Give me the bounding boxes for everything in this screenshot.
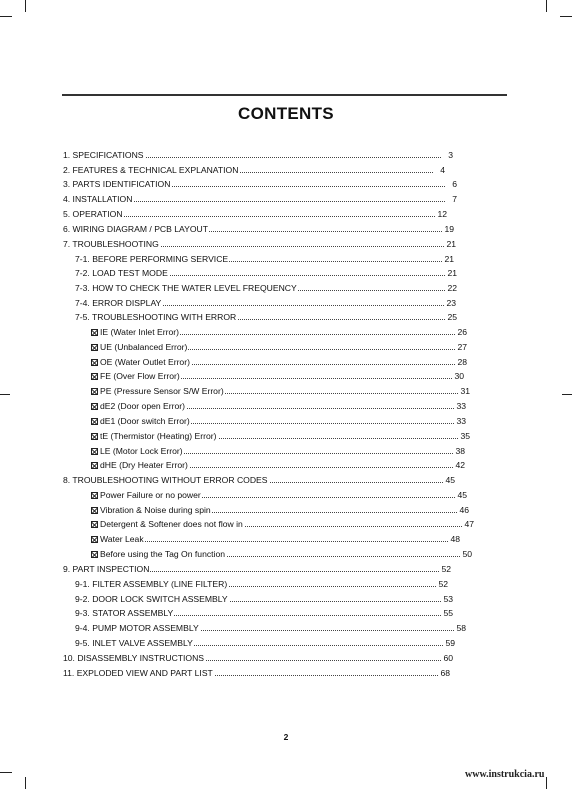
toc-entry-page: 31 — [460, 386, 470, 396]
toc-entry-page: 52 — [438, 579, 448, 589]
toc-entry-label: 3. PARTS IDENTIFICATION — [63, 179, 171, 189]
crop-mark — [25, 0, 26, 12]
toc-entry-label: 7-3. HOW TO CHECK THE WATER LEVEL FREQUENCY — [75, 283, 297, 293]
checkbox-x-icon — [91, 551, 98, 558]
checkbox-x-icon — [91, 359, 98, 366]
toc-entry-page: 55 — [443, 608, 453, 618]
toc-entry-label: 9. PART INSPECTION — [63, 564, 150, 574]
toc-entry-page: 45 — [445, 475, 455, 485]
toc-entry-label: 7-1. BEFORE PERFORMING SERVICE — [75, 254, 229, 264]
toc-entry-page: 46 — [459, 505, 469, 515]
toc-entry-label: dHE (Dry Heater Error) — [100, 460, 188, 470]
toc-entry-label: 1. SPECIFICATIONS — [63, 150, 144, 160]
toc-entry-page: 7 — [452, 194, 457, 204]
crop-mark — [0, 16, 12, 17]
watermark: www.instrukcia.ru — [465, 769, 545, 780]
toc-entry-page: 53 — [443, 594, 453, 604]
toc-entry-label: 9-3. STATOR ASSEMBLY — [75, 608, 174, 618]
checkbox-x-icon — [91, 403, 98, 410]
toc-entry-page: 33 — [456, 416, 466, 426]
toc-entry-page: 23 — [446, 298, 456, 308]
toc-entry-label: Vibration & Noise during spin — [100, 505, 211, 515]
toc-entry-page: 22 — [447, 283, 457, 293]
toc-entry-label: 9-2. DOOR LOCK SWITCH ASSEMBLY — [75, 594, 228, 604]
checkbox-x-icon — [91, 448, 98, 455]
toc-entry-page: 30 — [454, 371, 464, 381]
toc-entry-page: 52 — [441, 564, 451, 574]
toc-entry-label: 9-1. FILTER ASSEMBLY (LINE FILTER) — [75, 579, 228, 589]
toc-entry-label: UE (Unbalanced Error) — [100, 342, 188, 352]
checkbox-x-icon — [91, 433, 98, 440]
toc-entry-page: 38 — [455, 446, 465, 456]
toc-entry-page: 47 — [464, 519, 474, 529]
toc-entry-page: 45 — [457, 490, 467, 500]
checkbox-x-icon — [91, 462, 98, 469]
checkbox-x-icon — [91, 492, 98, 499]
toc-entry-page: 12 — [437, 209, 447, 219]
toc-entry-label: 7-5. TROUBLESHOOTING WITH ERROR — [75, 312, 237, 322]
toc-entry-page: 33 — [456, 401, 466, 411]
toc-entry-page: 59 — [445, 638, 455, 648]
toc-entry-label: Before using the Tag On function — [100, 549, 226, 559]
toc-entry-label: 9-4. PUMP MOTOR ASSEMBLY — [75, 623, 199, 633]
toc-entry-page: 58 — [456, 623, 466, 633]
toc-entry-label: IE (Water Inlet Error) — [100, 327, 179, 337]
toc-entry-page: 42 — [455, 460, 465, 470]
crop-mark — [25, 777, 26, 789]
toc-entry-page: 26 — [457, 327, 467, 337]
toc-entry-label: FE (Over Flow Error) — [100, 371, 180, 381]
toc-entry-page: 60 — [443, 653, 453, 663]
toc-entry-label: 7. TROUBLESHOOTING — [63, 239, 159, 249]
toc-entry-page: 19 — [444, 224, 454, 234]
crop-mark — [546, 777, 547, 789]
crop-mark — [0, 772, 12, 773]
checkbox-x-icon — [91, 507, 98, 514]
toc-entry-label: Detergent & Softener does not flow in — [100, 519, 243, 529]
toc-entry-page: 35 — [460, 431, 470, 441]
checkbox-x-icon — [91, 521, 98, 528]
toc-entry-label: 9-5. INLET VALVE ASSEMBLY — [75, 638, 193, 648]
toc-entry-page: 3 — [448, 150, 453, 160]
page-title: CONTENTS — [238, 104, 334, 123]
toc-entry-page: 6 — [452, 179, 457, 189]
toc-entry-page: 68 — [440, 668, 450, 678]
toc-entry-page: 48 — [450, 534, 460, 544]
toc-entry-label: Water Leak — [100, 534, 144, 544]
crop-mark — [560, 16, 572, 17]
toc-entry-label: 4. INSTALLATION — [63, 194, 133, 204]
toc-entry-label: Power Failure or no power — [100, 490, 201, 500]
checkbox-x-icon — [91, 536, 98, 543]
checkbox-x-icon — [91, 329, 98, 336]
toc-entry-label: PE (Pressure Sensor S/W Error) — [100, 386, 224, 396]
checkbox-x-icon — [91, 344, 98, 351]
toc-entry-page: 21 — [447, 268, 457, 278]
toc-entry-label: 5. OPERATION — [63, 209, 123, 219]
page-number: 2 — [283, 732, 289, 742]
checkbox-x-icon — [91, 388, 98, 395]
toc-entry-label: 8. TROUBLESHOOTING WITHOUT ERROR CODES — [63, 475, 268, 485]
toc-entry-page: 21 — [444, 254, 454, 264]
header-rule — [62, 94, 507, 96]
crop-mark — [0, 394, 10, 395]
crop-mark — [546, 0, 547, 12]
toc-entry-page: 50 — [462, 549, 472, 559]
toc-entry-label: tE (Thermistor (Heating) Error) — [100, 431, 217, 441]
toc-entry-label: dE2 (Door open Error) — [100, 401, 186, 411]
toc-entry-label: OE (Water Outlet Error) — [100, 357, 190, 367]
toc-entry-page: 27 — [457, 342, 467, 352]
toc-entry-label: 11. EXPLODED VIEW AND PART LIST — [63, 668, 213, 678]
crop-mark — [562, 394, 572, 395]
toc-entry-label: 7-4. ERROR DISPLAY — [75, 298, 162, 308]
toc-entry-page: 4 — [440, 165, 445, 175]
toc-entry-label: 7-2. LOAD TEST MODE — [75, 268, 168, 278]
toc-entry-label: 2. FEATURES & TECHNICAL EXPLANATION — [63, 165, 239, 175]
toc-entry-label: dE1 (Door switch Error) — [100, 416, 190, 426]
toc-entry-page: 25 — [447, 312, 457, 322]
toc-entry-page: 21 — [446, 239, 456, 249]
toc-entry-label: 6. WIRING DIAGRAM / PCB LAYOUT — [63, 224, 208, 234]
toc-entry-page: 28 — [457, 357, 467, 367]
toc-entry-label: 10. DISASSEMBLY INSTRUCTIONS — [63, 653, 205, 663]
checkbox-x-icon — [91, 373, 98, 380]
checkbox-x-icon — [91, 418, 98, 425]
toc-entry-label: LE (Motor Lock Error) — [100, 446, 183, 456]
